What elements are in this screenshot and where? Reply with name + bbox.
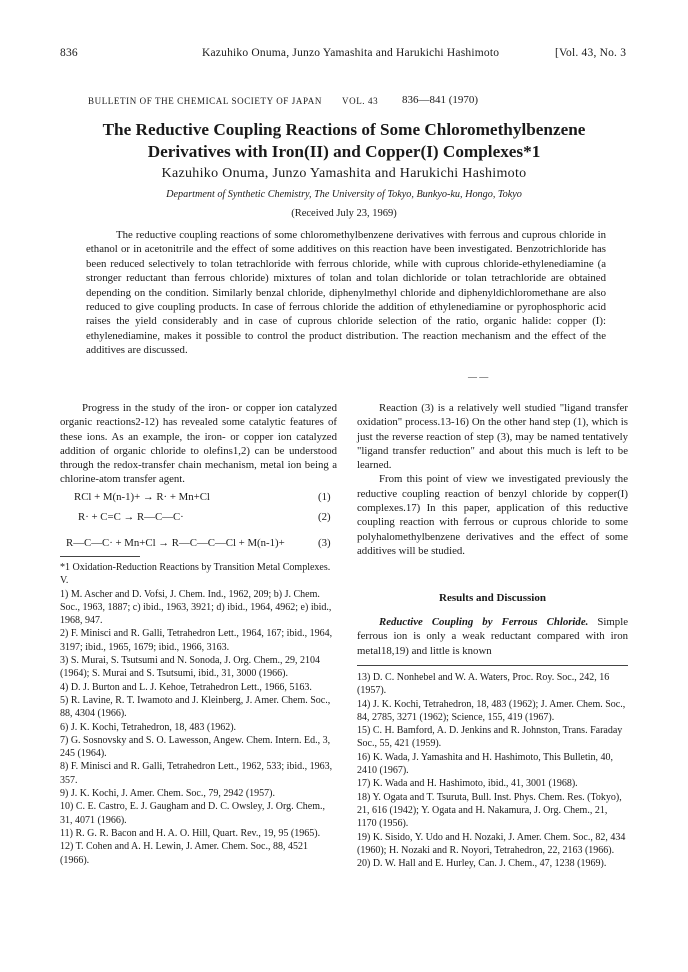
reference-item: 17) K. Wada and H. Hashimoto, ibid., 41, 3001 (1968). [357, 778, 578, 790]
right-column [357, 401, 628, 558]
separator-mark: — — [468, 372, 489, 382]
ligand-transfer-paragraph: Reaction (3) is a relatively well studied "ligand transfer oxidation" process.13-16) On the other hand step (1), which is just the reverse reaction of step (3), may be named tentatively "ligand transfer reduction" and about this much is left to be learned. [357, 402, 628, 472]
intro-paragraph: Progress in the study of the iron- or copper ion catalyzed organic reactions2-12) has revealed some catalytic features of these ions. As an example, the iron- or copper ion catalyzed addition of organic chloride to olefins1,2) can be understood through the redox-transfer chain mechanism, metal ion being a chlorine-atom transfer agent. [60, 402, 337, 486]
reference-item: 8) F. Minisci and R. Galli, Tetrahedron Lett., 1962, 533; ibid., 1963, 357. [60, 761, 333, 786]
results-text [357, 615, 628, 658]
reference-item: 4) D. J. Burton and L. J. Kehoe, Tetrahedron Lett., 1966, 5163. [60, 681, 312, 693]
reference-item: 2) F. Minisci and R. Galli, Tetrahedron Lett., 1964, 167; ibid., 1964, 3197; ibid., 1965, 1679; ibid., 1966, 3163. [60, 628, 333, 653]
abstract: The reductive coupling reactions of some chloromethylbenzene derivatives with ferrous and cuprous chloride in ethanol or in acetonitrile and the effect of some additives on this reaction have been investigated. Benzotrichloride has been reduced selectively to tolan tetrachloride with ferrous chloride, while with cuprous chloride-ethylenediamine (a stronger reductant than ferrous chloride) mixtures of tolan and tolan dichloride or tolan tetrachloride are obtained depending on the condition. Similarly benzal chloride, diphenylmethyl chloride and diphenyldichloromethane are also reduced to give coupling products. In case of ferrous chloride the addition of ethylenediamine or pyrophosphoric acid raises the yield considerably and in case of cuprous chloride selection of the ratio, organic halide: copper (I): ethylenediamine, makes it possible to control the product distribution. The reaction mechanism and the effect of the additives are discussed. [86, 229, 606, 357]
equation-3: R—C—C· + Mn+Cl → R—C—C—Cl + M(n-1)+ [66, 537, 285, 549]
previous-work-paragraph: From this point of view we investigated previously the reductive coupling reaction of benzyl chloride by copper(I) complexes.17) In this paper, application of this reductive coupling reaction with ferrous or cuprous chloride to some polyhalomethylbenzene derivatives and the effect of some additives will be studied. [357, 473, 628, 557]
reference-item: 5) R. Lavine, R. T. Iwamoto and J. Kleinberg, J. Amer. Chem. Soc., 88, 4304 (1966). [60, 694, 331, 720]
paper-title-line-1: The Reductive Coupling Reactions of Some Chloromethylbenzene [102, 120, 586, 139]
reference-item: 11) R. G. R. Bacon and H. A. O. Hill, Quart. Rev., 19, 95 (1965). [60, 827, 321, 839]
journal-pages: 836—841 (1970) [402, 94, 479, 106]
running-header-authors: Kazuhiko Onuma, Junzo Yamashita and Harukichi Hashimoto [202, 47, 500, 59]
page-number: 836 [60, 47, 78, 59]
reference-item: 18) Y. Ogata and T. Tsuruta, Bull. Inst. Phys. Chem. Res. (Tokyo), 21, 616 (1942); Y. Ogata and H. Nakamura, J. Org. Chem., 21, 1170 (1956). [357, 791, 622, 830]
equation-1: RCl + M(n-1)+ → R· + Mn+Cl [74, 491, 210, 503]
references-rule [357, 665, 628, 666]
left-column [60, 401, 337, 487]
section-heading: Results and Discussion [439, 592, 546, 604]
equation-2-number: (2) [318, 511, 331, 523]
equation-3-number: (3) [318, 537, 331, 549]
reference-item: 3) S. Murai, S. Tsutsumi and N. Sonoda, J. Org. Chem., 29, 2104 (1964); S. Murai and S. Tsutsumi, ibid., 31, 3000 (1966). [60, 655, 321, 680]
reference-item: 15) C. H. Bamford, A. D. Jenkins and R. Johnston, Trans. Faraday Soc., 55, 421 (1959). [357, 725, 623, 750]
author-affiliation: Department of Synthetic Chemistry, The University of Tokyo, Bunkyo-ku, Hongo, Tokyo [166, 189, 522, 200]
reference-item: 10) C. E. Castro, E. J. Gaugham and D. C. Owsley, J. Org. Chem., 31, 4071 (1966). [60, 801, 325, 826]
subsection-heading: Reductive Coupling by Ferrous Chloride. [379, 616, 589, 628]
right-references [357, 671, 628, 870]
reference-item: 12) T. Cohen and A. H. Lewin, J. Amer. Chem. Soc., 88, 4521 (1966). [60, 841, 308, 866]
running-header-volume: [Vol. 43, No. 3 [555, 47, 627, 59]
reference-item: 6) J. K. Kochi, Tetrahedron, 18, 483 (1962). [60, 721, 237, 733]
paper-authors: Kazuhiko Onuma, Junzo Yamashita and Harukichi Hashimoto [161, 166, 527, 181]
reference-item: 19) K. Sisido, Y. Udo and H. Nozaki, J. Amer. Chem. Soc., 82, 434 (1960); H. Nozaki and R. Noyori, Tetrahedron, 22, 2163 (1966). [357, 831, 626, 856]
reference-item: 7) G. Sosnovsky and S. O. Lawesson, Angew. Chem. Intern. Ed., 3, 245 (1964). [60, 734, 331, 760]
journal-name: BULLETIN OF THE CHEMICAL SOCIETY OF JAPAN [88, 96, 322, 106]
reference-item: 14) J. K. Kochi, Tetrahedron, 18, 483 (1962); J. Amer. Chem. Soc., 84, 2785, 3271 (1962); Science, 155, 419 (1967). [357, 698, 626, 723]
reference-item: 9) J. K. Kochi, J. Amer. Chem. Soc., 79, 2942 (1957). [60, 788, 275, 800]
reference-item: 20) D. W. Hall and E. Hurley, Can. J. Chem., 47, 1238 (1969). [357, 858, 607, 870]
equation-2: R· + C=C → R—C—C· [78, 511, 184, 523]
journal-volume: VOL. 43 [342, 96, 379, 106]
footnote: *1 Oxidation-Reduction Reactions by Transition Metal Complexes. V. [60, 562, 331, 587]
reference-item: 13) D. C. Nonhebel and W. A. Waters, Proc. Roy. Soc., 242, 16 (1957). [357, 672, 610, 697]
left-references [60, 561, 337, 867]
reference-item: 1) M. Ascher and D. Vofsi, J. Chem. Ind., 1962, 209; b) J. Chem. Soc., 1963, 1887; c) ibid., 1963, 3921; d) ibid., 1964, 4962; e) ibid., 1968, 947. [60, 588, 332, 627]
equation-1-number: (1) [318, 491, 331, 503]
ferrous-paragraph: Simple ferrous ion is only a weak reductant compared with iron metal18,19) and little is known [357, 616, 628, 657]
footnote-rule [60, 556, 140, 557]
received-date: (Received July 23, 1969) [291, 208, 397, 219]
paper-title-line-2: Derivatives with Iron(II) and Copper(I) Complexes*1 [147, 142, 541, 161]
reference-item: 16) K. Wada, J. Yamashita and H. Hashimoto, This Bulletin, 40, 2410 (1967). [357, 751, 614, 777]
